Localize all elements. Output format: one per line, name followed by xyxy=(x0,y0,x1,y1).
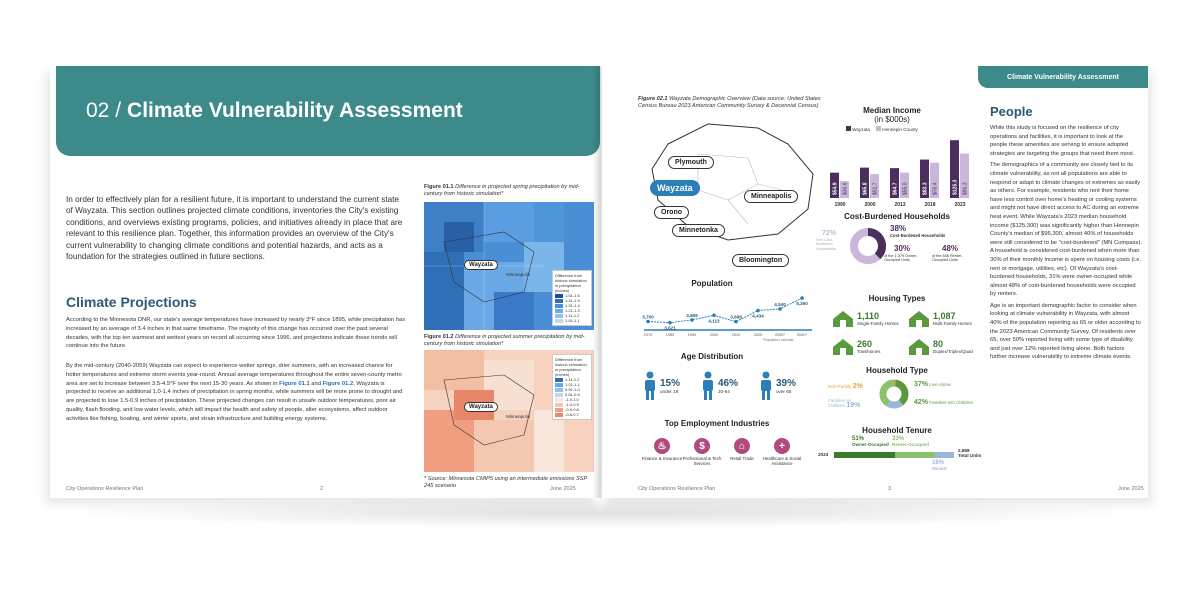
population-point xyxy=(712,314,716,318)
industry-icon: ♨ xyxy=(654,438,670,454)
cost-burdened-title: Cost-Burdened Households xyxy=(844,212,950,221)
chapter-number: 02 / xyxy=(86,99,122,122)
house-icon xyxy=(832,310,854,328)
age-group-text: 15% under 19 xyxy=(660,377,681,394)
tenure-segment xyxy=(895,452,935,458)
population-label: 4,113 xyxy=(708,318,720,324)
figure-2-caption: Figure 01.2 Difference in projected summer precipitation by mid-century from historic simulation* xyxy=(424,334,585,347)
city-wayzata: Wayzata xyxy=(650,180,700,196)
tenure-renter: 33% Renter-Occupied xyxy=(892,436,930,448)
industry-label: Finance & Insurance xyxy=(641,456,683,461)
hh-with-children: Families w/ Children 19% xyxy=(828,398,861,410)
legend-title: Difference from historic simulation in precipitation (inches) xyxy=(555,273,587,293)
population-note: *Population estimate xyxy=(762,338,794,342)
non-burdened-label: Non Cost-Burdened Households xyxy=(816,238,837,251)
age-group xyxy=(642,366,698,406)
income-year-label: 2018 xyxy=(924,202,936,208)
population-chart xyxy=(638,288,818,342)
paragraph-2: By the mid-century (2040-2059) Wayzata can expect to experience wetter springs, drier summers, with an increased chance for hotter temperatures and extreme storm events year-round. Annual average temperatures throughout the entire seven-county metro area are set to increase between 3.5-4.5°F over the next 15-30 years. As shown in Figure 01.1 and Figure 01.2, Wayzata is projected to receive an additional 1.0-1.4 inches of precipitation in spring months, while summers will be more prone to drought and are projected to lose 1.5-0.9 inches of precipitation. These projected changes can result in unsafe outdoor temperatures, poor air quality, flash flooding, and low water levels, which will impact the health and safety of people, alter ecosystems, affect outdoor activities like fishing, boating, and winter sports, and strain infrastructure and building energy systems. xyxy=(66,363,403,422)
summer-precip-map xyxy=(424,350,594,472)
tenure-segment xyxy=(834,452,895,458)
house-icon xyxy=(832,338,854,356)
section-title: Climate Projections xyxy=(66,294,197,310)
people-paragraph-1: While this study is focused on the resilience of city operations and facilities, it is important to look at the people these amenities are serving to ensure adopted strategies are targeting the groups that need them most. xyxy=(990,125,1135,157)
city-bloomington: Bloomington xyxy=(732,254,789,267)
page-shadow xyxy=(60,498,1140,528)
housing-type-text: 1,110 Single-Family Homes xyxy=(857,311,899,326)
population-year: 2000 xyxy=(709,333,719,337)
population-point xyxy=(646,320,650,324)
industry-icon: $ xyxy=(694,438,710,454)
age-group-text: 39% over 65 xyxy=(776,377,797,394)
income-title: Median Income (in $000s) xyxy=(863,106,921,124)
footer-title-left: City Operations Resilience Plan xyxy=(66,486,144,492)
income-label-hennepin: $55.0 xyxy=(902,182,909,195)
map-label-minneapolis-2: Minneapolis xyxy=(506,414,531,419)
person-icon xyxy=(758,371,774,401)
owner-burdened-label: of the 1,379 Owner-Occupied Units xyxy=(884,254,918,263)
legend-wayzata: Wayzata xyxy=(846,126,870,132)
summer-legend: Difference from historic simulation in precipitation (inches) 1.11-1.2 1.01-1.1 0.91-1.0 0.81-0.9 -1.5-1.0 -1.0-0.9 -0.9-0.8 -0.8-0.7 xyxy=(552,354,592,420)
chapter-banner xyxy=(56,66,600,156)
tenure-total: 2,868 Total Units xyxy=(958,448,982,459)
population-label: 3,700 xyxy=(642,314,654,320)
population-label: 3,688 xyxy=(730,314,742,320)
city-minneapolis: Minneapolis xyxy=(744,190,798,203)
people-title: People xyxy=(990,104,1033,119)
footer-title-right: City Operations Resilience Plan xyxy=(638,486,716,492)
housing-types-title: Housing Types xyxy=(868,294,926,303)
income-label-wayzata: $65.8 xyxy=(862,182,869,195)
housing-type-text: 1,087 Multi-Family Homes xyxy=(933,311,972,326)
owner-burdened-pct: 30% xyxy=(894,244,911,253)
household-type-donut xyxy=(878,378,910,410)
demographic-figure-caption: Figure 02.1 Wayzata Demographic Overview (Data source: United States Census Bureau 2023 American Community Survey & Decennial Census) xyxy=(638,96,821,109)
tenure-vacant: 16% Vacant xyxy=(932,460,947,472)
page-number-right: 3 xyxy=(888,486,892,492)
population-year: 2040* xyxy=(797,333,807,337)
hh-alone: 37% Live Alone xyxy=(914,381,951,388)
chapter-title: Climate Vulnerability Assessment xyxy=(127,99,463,122)
income-label-wayzata: $54.9 xyxy=(832,182,839,195)
income-legend xyxy=(846,126,918,132)
population-year: 2010 xyxy=(731,333,741,337)
industry-icon: ⌂ xyxy=(734,438,750,454)
tenure-segment xyxy=(935,452,954,458)
non-burdened-pct: 72% xyxy=(822,230,837,237)
population-point xyxy=(778,307,782,311)
people-paragraph-2: The demographics of a community are closely tied to its climate vulnerability, as not all populations are able to respond or adapt to climate changes or extremes as easily as others. For example, residents who rent their home have less control over home's heating or cooling systems and might not have direct access to AC during an extreme heat event. While Wayzata's 2023 median household income ($125,300) was significantly higher than Hennepin County's median of $96,300, almost 40% of households were still considered to be "cost-burdened" (MN Compass). A household is considered cost-burdened when more than 30% of their monthly income is spent on housing costs (i.e. rent or mortgage, utilities, etc). Of Wayzata's cost-burdened households, 31% were owner-occupied while almost 48% of cost-burdened households were occupied by renters. xyxy=(990,162,1142,298)
people-body xyxy=(990,124,1142,365)
income-label-wayzata: $64.7 xyxy=(892,182,899,195)
income-year-label: 2000 xyxy=(864,202,876,208)
population-label: 4,434 xyxy=(752,313,764,319)
intro-paragraph: In order to effectively plan for a resilient future, it is important to understand the current state of Wayzata. This section outlines projected climate conditions, inventories the City's existing conditions, and overviews existing programs, policies, and initiatives already in place that are relevant to this resilience plan. Together, this information provides an overview of the City's current vulnerability to changing climate conditions and potential hazards, and acts as a foundation for the strategies outlined in future sections. xyxy=(66,195,403,262)
population-year: 1980 xyxy=(665,333,675,337)
employment-industry xyxy=(758,438,806,466)
housing-type-text: 260 Townhomes xyxy=(857,339,881,354)
population-label: 3,621 xyxy=(664,325,676,331)
industry-label: Professional & Tech Services xyxy=(682,456,722,466)
burdened-label: Cost-Burdened Households xyxy=(890,233,946,238)
income-label-hennepin: $51.7 xyxy=(872,182,879,195)
housing-type xyxy=(832,306,906,332)
left-page xyxy=(50,66,598,498)
map-label-minneapolis: Minneapolis xyxy=(506,272,531,277)
population-label: 3,806 xyxy=(686,312,698,318)
income-label-hennepin: $76.4 xyxy=(932,182,939,195)
renter-burdened-label: of the 848 Renter-Occupied Units xyxy=(932,254,963,263)
population-point xyxy=(800,296,804,300)
population-point xyxy=(668,321,672,325)
map-label-wayzata: Wayzata xyxy=(464,260,498,270)
industry-label: Healthcare & Social Assistance xyxy=(762,456,802,466)
tenure-owner: 51% Owner-Occupied xyxy=(852,436,889,448)
housing-type xyxy=(908,334,982,360)
person-icon xyxy=(700,371,716,401)
person-icon xyxy=(642,371,658,401)
age-group xyxy=(758,366,814,406)
population-label: 5,260 xyxy=(796,301,808,307)
spring-legend: Difference from historic simulation in precipitation (inches) 1.51-1.6 1.41-1.5 1.31-1.4 1.21-1.3 1.11-1.2 1.01-1.1 xyxy=(552,270,592,326)
legend-hennepin: Hennepin County xyxy=(876,126,918,132)
cost-burdened-donut xyxy=(848,226,888,266)
city-minnetonka: Minnetonka xyxy=(672,224,725,237)
locator-map xyxy=(638,114,824,244)
age-row xyxy=(642,366,812,406)
income-label-wayzata: $125.3 xyxy=(952,179,959,195)
figure-1-caption: Figure 01.1 Difference in projected spring precipitation by mid-century from historic simulation* xyxy=(424,184,580,197)
page-number-left: 2 xyxy=(320,486,324,492)
income-chart xyxy=(818,134,978,210)
income-label-wayzata: $83.3 xyxy=(922,182,929,195)
income-year-label: 1990 xyxy=(834,202,846,208)
right-page xyxy=(602,66,1148,498)
employment-title: Top Employment Industries xyxy=(664,419,770,428)
house-icon xyxy=(908,310,930,328)
housing-type xyxy=(832,334,906,360)
household-type-title: Household Type xyxy=(866,366,928,375)
city-orono: Orono xyxy=(654,206,689,219)
footer-date-left: June 2025 xyxy=(550,486,576,492)
population-label: 4,540 xyxy=(774,301,786,307)
figure-link-1[interactable]: Figure 01.1 xyxy=(279,380,310,387)
figure-link-2[interactable]: Figure 01.2 xyxy=(322,380,354,387)
burdened-pct: 38% xyxy=(890,224,907,233)
tenure-year: 2023 xyxy=(818,452,829,457)
spring-precip-map xyxy=(424,202,594,330)
housing-type-text: 80 Duplex/Triplex/Quad xyxy=(933,339,973,354)
housing-type xyxy=(908,306,982,332)
population-year: 1990 xyxy=(687,333,697,337)
city-plymouth: Plymouth xyxy=(668,156,714,169)
population-point xyxy=(690,318,694,322)
income-label-hennepin: $96.3 xyxy=(962,182,969,195)
section-tab: Climate Vulnerability Assessment xyxy=(978,66,1148,88)
tenure-title: Household Tenure xyxy=(862,426,932,435)
income-year-label: 2013 xyxy=(894,202,906,208)
income-year-label: 2023 xyxy=(954,202,966,208)
age-group-text: 46% 20-64 xyxy=(718,377,739,394)
population-point xyxy=(756,309,760,313)
population-year: 1970 xyxy=(643,333,653,337)
hh-nonfamily: Non-Family 2% xyxy=(828,383,863,390)
renter-burdened-pct: 48% xyxy=(942,244,959,253)
industry-icon: + xyxy=(774,438,790,454)
age-group xyxy=(700,366,756,406)
paragraph-1: According to the Minnesota DNR, our state's average temperatures have increased by nearly 3°F since 1895, while precipitation has increased by an average of 3.4 inches in that same timeframe. The majority of this change has occurred over the past several decades, with the top ten warmest and wettest years on record all occurring since 1996, and projections indicate these trends will continue into the future. xyxy=(66,317,406,350)
housing-grid xyxy=(832,306,982,362)
source-note: * Source: Minnesota CMIP5 using an intermediate emissions SSP 245 scenario xyxy=(424,476,588,489)
people-paragraph-3: Age is an important demographic factor to consider when looking at climate vulnerability in Wayzata, with almost 40% of the population reporting as 65 or older according to the 2023 American Community Survey. Of residents over 65, over 50% reported living with some type of disability and just over 12% reported living alone. Both factors further increase vulnerability to extreme climate events. xyxy=(990,302,1141,361)
footer-date-right: June 2025 xyxy=(1118,486,1144,492)
tenure-bar xyxy=(834,452,954,458)
population-year: 2030* xyxy=(775,333,785,337)
population-title: Population xyxy=(691,279,733,288)
age-title: Age Distribution xyxy=(680,352,744,361)
population-year: 2020 xyxy=(753,333,763,337)
population-point xyxy=(734,320,738,324)
hh-without-children: 42% Families w/o Children xyxy=(914,399,974,406)
house-icon xyxy=(908,338,930,356)
industry-label: Retail Trade xyxy=(730,456,754,461)
map-label-wayzata-2: Wayzata xyxy=(464,402,498,412)
income-label-hennepin: $36.6 xyxy=(842,182,849,195)
